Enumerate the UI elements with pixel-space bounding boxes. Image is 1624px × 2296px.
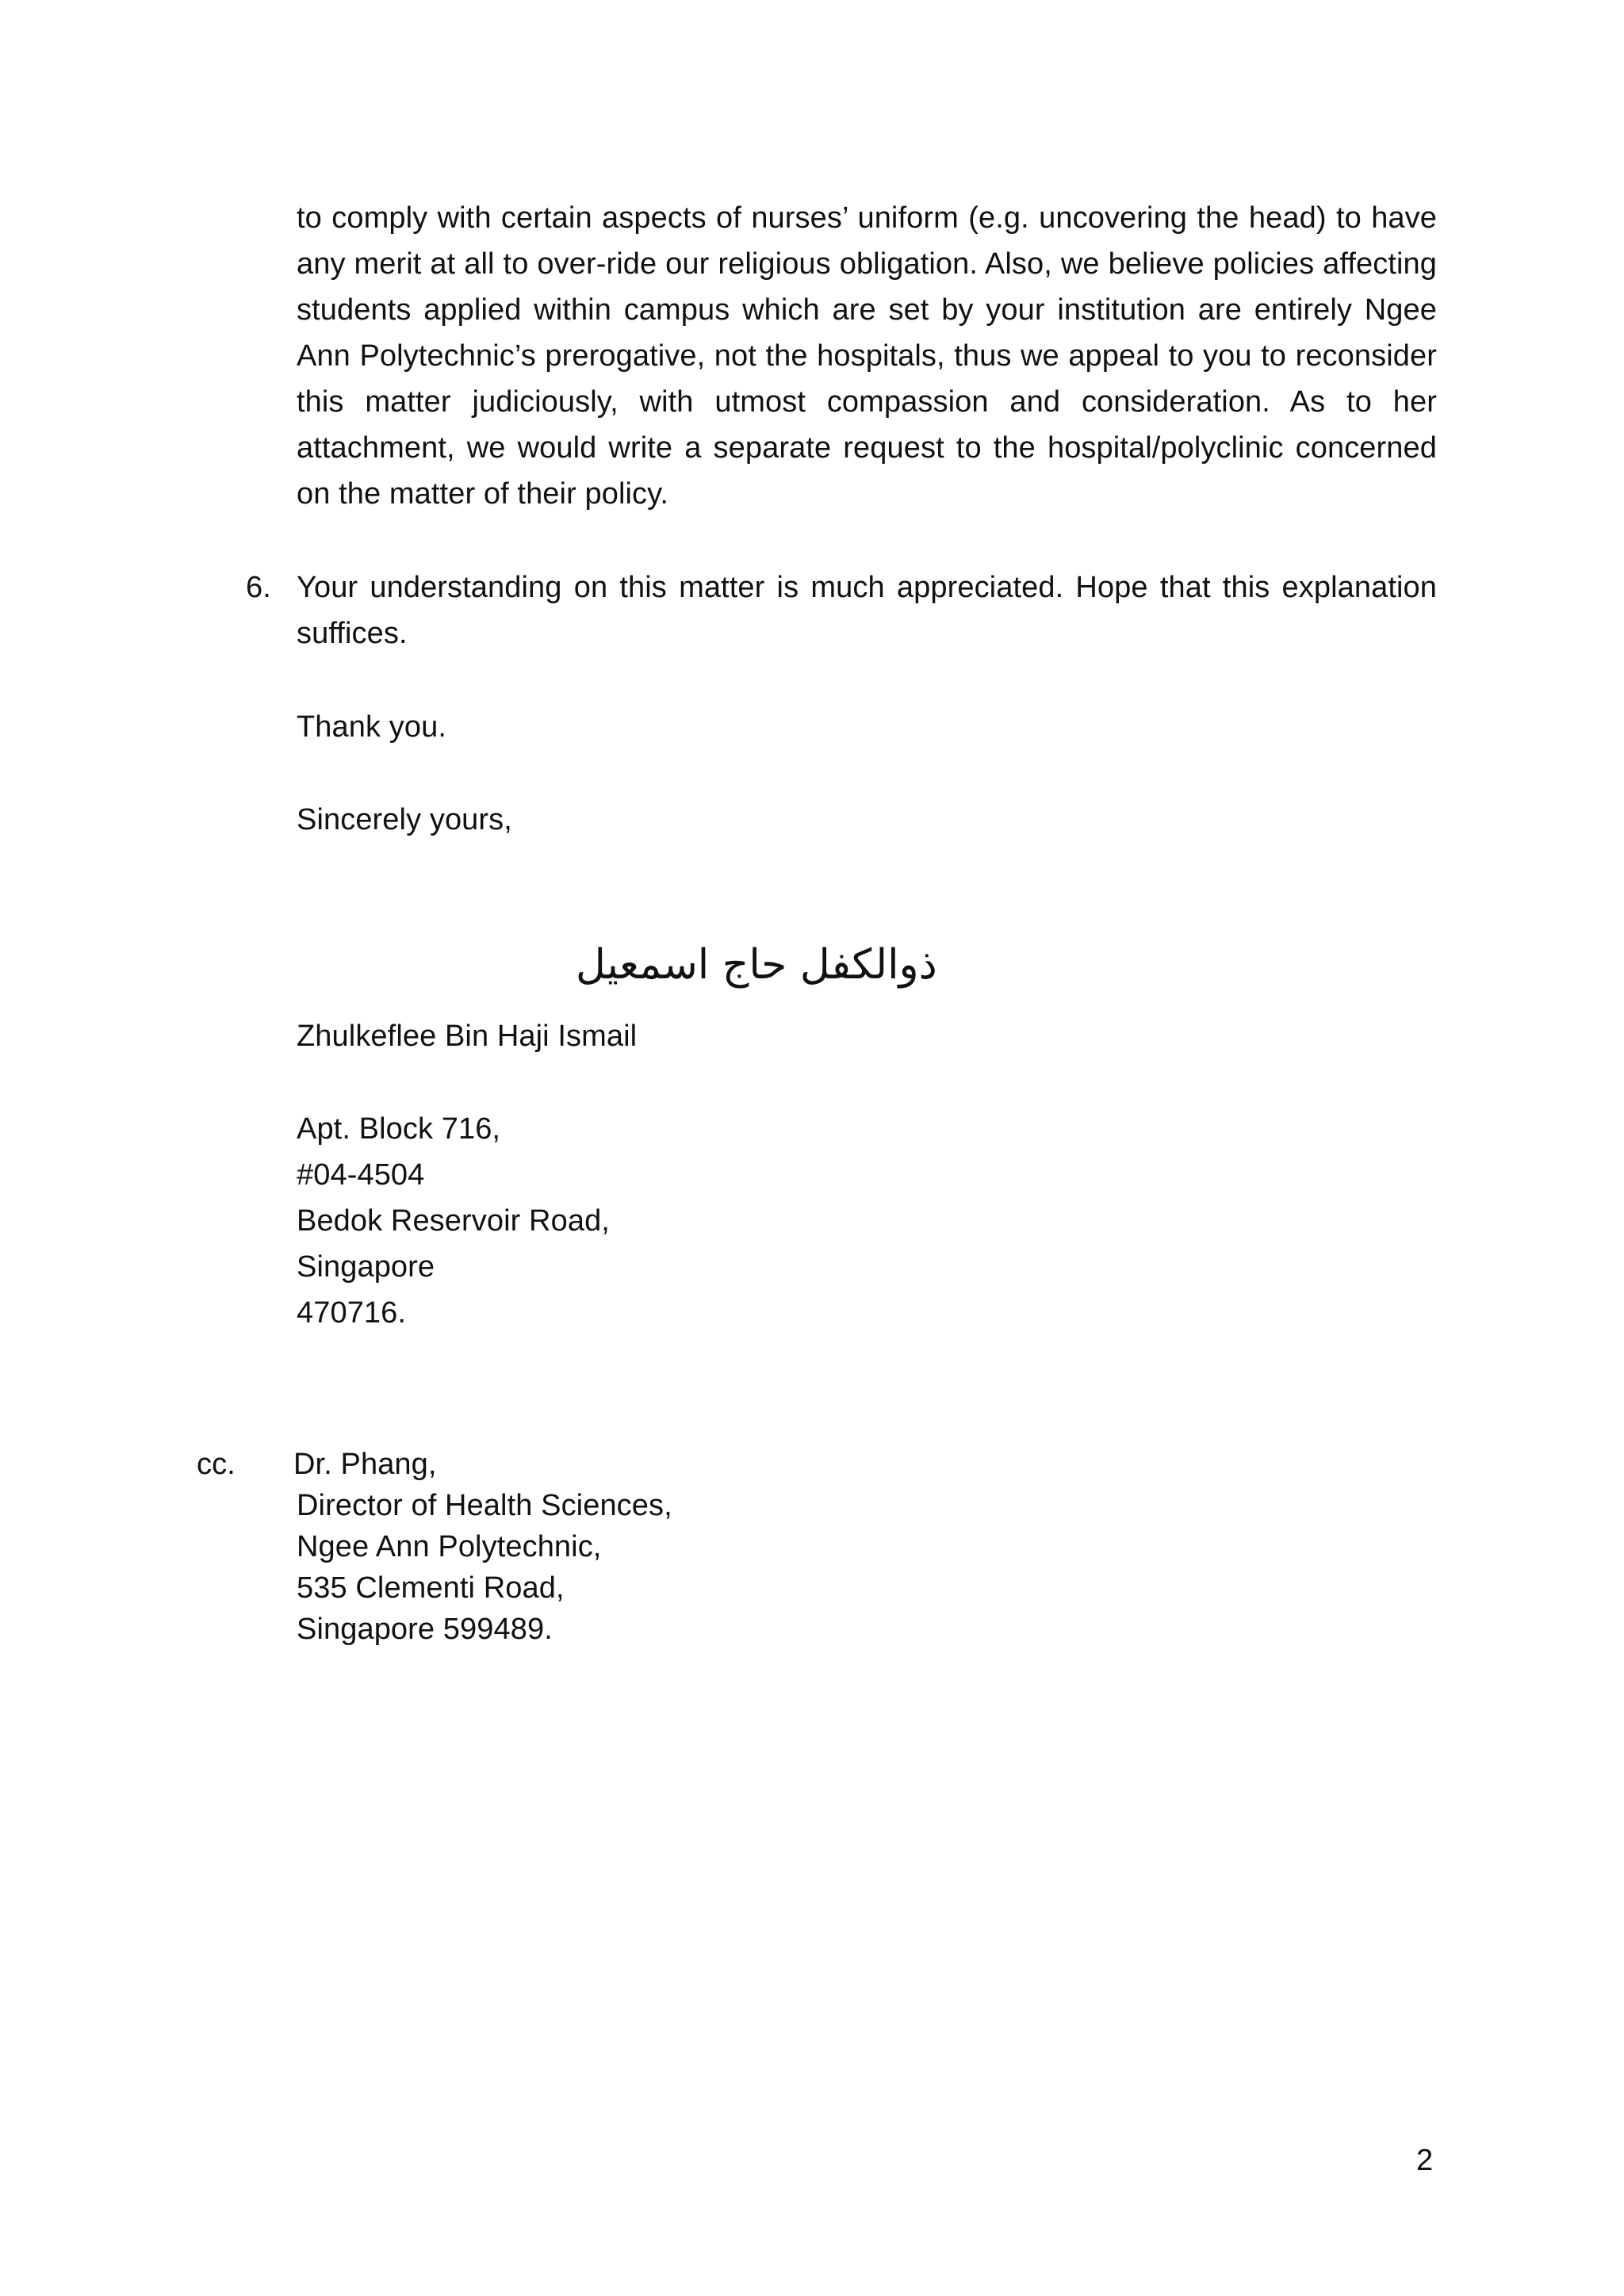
jawi-signature-text: ذوالكفل حاج اسمعيل (576, 941, 937, 989)
cc-line: Singapore 599489. (297, 1613, 553, 1646)
address-line: #04-4504 (297, 1158, 425, 1192)
cc-label: cc. (197, 1448, 236, 1481)
cc-line: Ngee Ann Polytechnic, (297, 1530, 602, 1563)
handwritten-signature (295, 929, 937, 1001)
item-text: Your understanding on this matter is much appreciated. Hope that this explanation suffices. (297, 571, 1437, 650)
closing-line: Sincerely yours, (297, 803, 512, 836)
item-number: 6. (246, 571, 271, 604)
cc-line: Dr. Phang, (293, 1448, 437, 1481)
thanks-line: Thank you. (297, 710, 446, 744)
continuation-paragraph: to comply with certain aspects of nurses’ uniform (e.g. uncovering the head) to have any merit at all to over-ride our religious obligation. Also, we believe policies affecting students applied within campus which are set by your institution are entirely Ngee Ann Polytechnic’s prerogative, not the hospitals, thus we appeal to you to reconsider this matter judiciously, with utmost compassion and consideration. As to her attachment, we would write a separate request to the hospital/polyclinic concerned on the matter of their policy. (297, 201, 1437, 511)
signatory-name: Zhulkeflee Bin Haji Ismail (297, 1020, 638, 1053)
address-line: Singapore (297, 1250, 435, 1284)
jawi-signature-image (295, 929, 937, 1001)
sender-address (297, 1106, 610, 1336)
address-line: Apt. Block 716, (297, 1112, 501, 1146)
cc-line: Director of Health Sciences, (297, 1489, 672, 1522)
address-line: Bedok Reservoir Road, (297, 1204, 610, 1238)
cc-line: 535 Clementi Road, (297, 1571, 565, 1605)
cc-recipient (293, 1441, 672, 1647)
address-line: 470716. (297, 1296, 407, 1330)
page-number: 2 (1416, 2144, 1434, 2177)
